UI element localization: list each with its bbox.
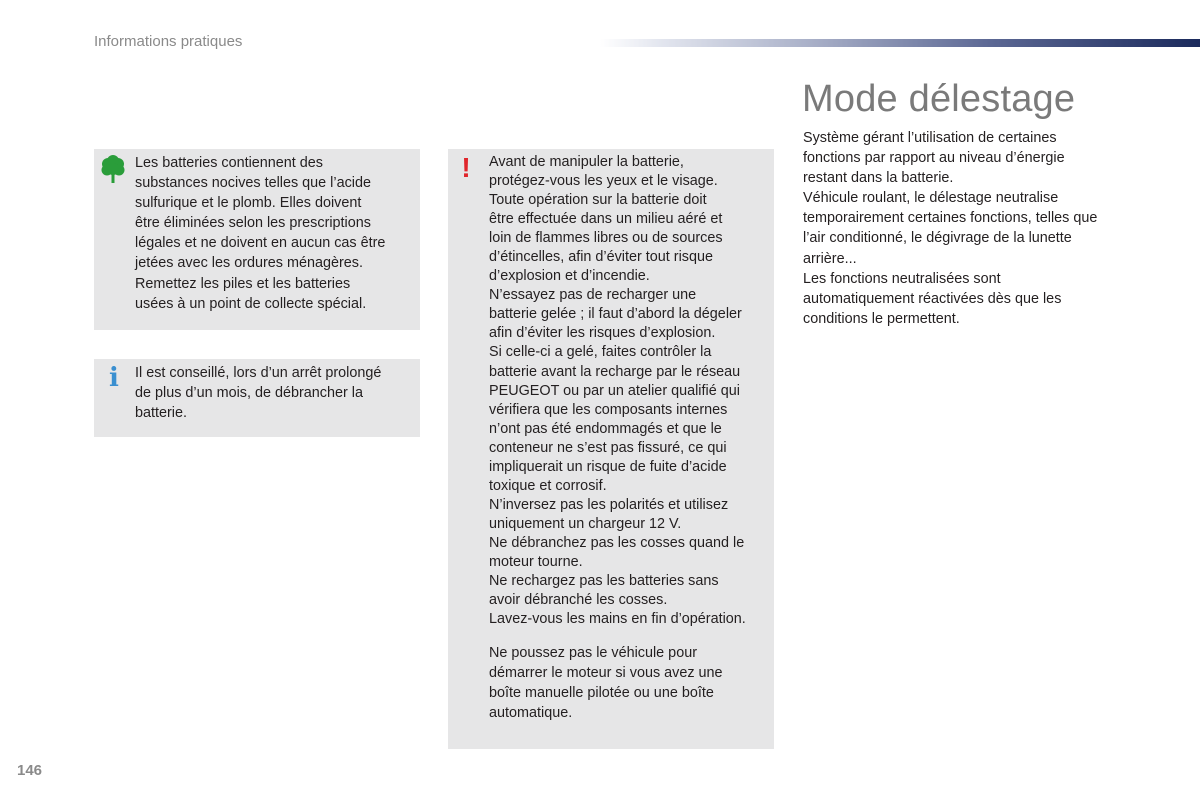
- warning-icon: !: [461, 152, 471, 183]
- text-line: Ne poussez pas le véhicule pour: [489, 645, 697, 662]
- text-line: être effectuée dans un milieu aéré et: [489, 211, 723, 228]
- text-line: Système gérant l’utilisation de certaines: [803, 130, 1057, 146]
- warning-notice-text: [489, 153, 766, 724]
- text-line: d’étincelles, afin d’éviter tout risque: [489, 249, 713, 266]
- page-title: Mode délestage: [802, 78, 1076, 120]
- text-line: N’essayez pas de recharger une: [489, 287, 697, 304]
- text-line: automatique.: [489, 705, 573, 722]
- text-line: Ne rechargez pas les batteries sans: [489, 573, 719, 590]
- environment-notice-text: [135, 153, 412, 314]
- text-line: Véhicule roulant, le délestage neutralise: [803, 190, 1059, 207]
- section-label: Informations pratiques: [94, 33, 243, 50]
- text-line: substances nocives telles que l’acide: [135, 175, 371, 192]
- main-body-text: [803, 128, 1133, 329]
- text-line: boîte manuelle pilotée ou une boîte: [489, 685, 714, 702]
- text-line: vérifiera que les composants internes: [489, 401, 728, 418]
- text-line: Les batteries contiennent des: [135, 155, 324, 171]
- warning-notice-box: [448, 149, 774, 749]
- text-line: conteneur ne s’est pas fissuré, ce qui: [489, 439, 727, 456]
- text-line: Avant de manipuler la batterie,: [489, 154, 684, 170]
- text-line: légales et ne doivent en aucun cas être: [135, 235, 386, 252]
- text-line: n’ont pas été endommagés et que le: [489, 420, 722, 437]
- text-line: usées à un point de collecte spécial.: [135, 295, 367, 312]
- info-icon: i: [109, 363, 119, 393]
- info-notice-text: [135, 363, 412, 423]
- text-line: temporairement certaines fonctions, telles que: [803, 210, 1098, 227]
- page-number: 146: [17, 762, 43, 779]
- text-line: restant dans la batterie.: [803, 170, 954, 187]
- text-line: uniquement un chargeur 12 V.: [489, 515, 682, 532]
- text-line: impliquerait un risque de fuite d’acide: [489, 458, 727, 475]
- text-line: arrière...: [803, 250, 857, 267]
- environment-notice-box: [94, 149, 420, 330]
- text-line: Il est conseillé, lors d’un arrêt prolongé: [135, 365, 382, 381]
- text-line: avoir débranché les cosses.: [489, 592, 668, 609]
- text-line: Remettez les piles et les batteries: [135, 275, 351, 292]
- text-line: de plus d’un mois, de débrancher la: [135, 385, 363, 402]
- text-line: batterie avant la recharge par le réseau: [489, 363, 741, 380]
- text-line: loin de flammes libres ou de sources: [489, 230, 723, 247]
- text-line: démarrer le moteur si vous avez une: [489, 665, 723, 682]
- text-line: Ne débranchez pas les cosses quand le: [489, 534, 745, 551]
- tree-icon: [101, 155, 125, 185]
- text-line: sulfurique et le plomb. Elles doivent: [135, 195, 362, 212]
- text-line: être éliminées selon les prescriptions: [135, 215, 371, 232]
- text-line: d’explosion et d’incendie.: [489, 268, 650, 285]
- text-line: Si celle-ci a gelé, faites contrôler la: [489, 344, 712, 361]
- text-line: batterie gelée ; il faut d’abord la dégeler: [489, 306, 742, 323]
- text-line: afin d’éviter les risques d’explosion.: [489, 325, 716, 342]
- text-line: Les fonctions neutralisées sont: [803, 270, 1001, 287]
- text-line: l’air conditionné, le dégivrage de la lunette: [803, 230, 1072, 247]
- text-line: conditions le permettent.: [803, 310, 960, 327]
- text-line: N’inversez pas les polarités et utilisez: [489, 496, 729, 513]
- text-line: Toute opération sur la batterie doit: [489, 192, 707, 209]
- text-line: protégez-vous les yeux et le visage.: [489, 173, 718, 190]
- text-line: toxique et corrosif.: [489, 477, 607, 494]
- text-line: jetées avec les ordures ménagères.: [135, 255, 363, 272]
- text-line: PEUGEOT ou par un atelier qualifié qui: [489, 382, 740, 399]
- text-line: batterie.: [135, 405, 187, 422]
- text-line: moteur tourne.: [489, 553, 583, 570]
- paragraph-gap: [489, 629, 766, 643]
- text-line: Lavez-vous les mains en fin d’opération.: [489, 611, 746, 628]
- info-notice-box: [94, 359, 420, 437]
- header-gradient-bar: [600, 39, 1200, 47]
- text-line: fonctions par rapport au niveau d’énergie: [803, 150, 1065, 167]
- text-line: automatiquement réactivées dès que les: [803, 290, 1062, 307]
